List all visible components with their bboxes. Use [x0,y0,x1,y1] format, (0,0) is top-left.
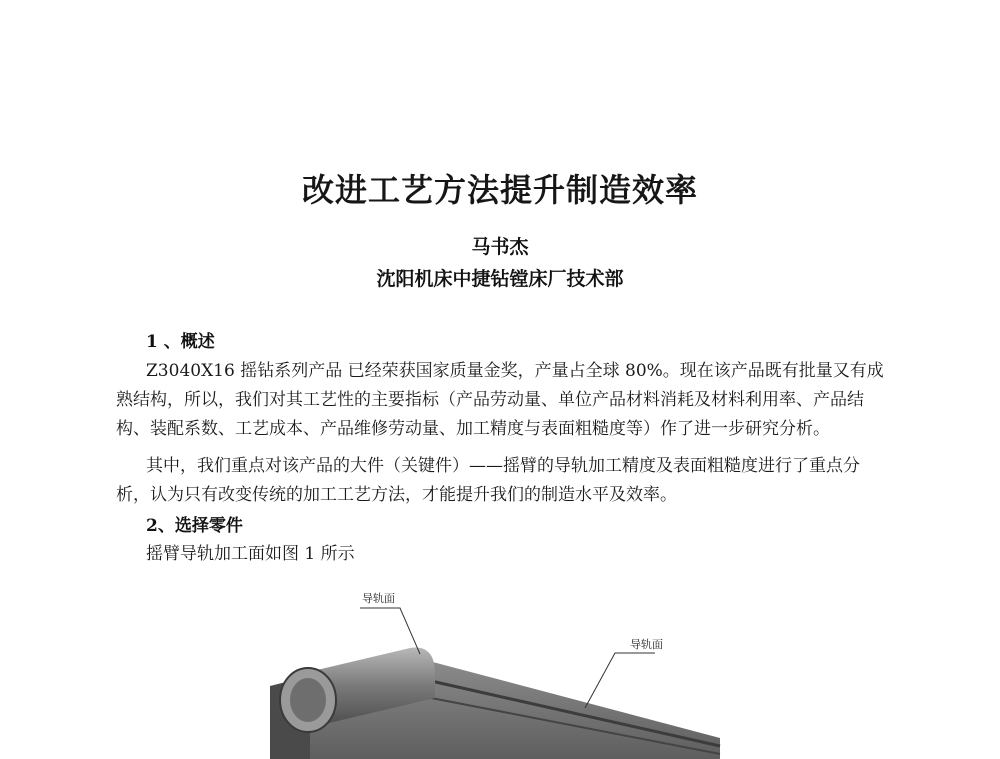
rocker-arm-figure [250,578,770,759]
figure-label-top: 导轨面 [362,592,395,605]
figure-label-right: 导轨面 [630,638,663,651]
cylinder-bore [290,678,326,722]
callout-line-right [585,653,655,708]
section-1-line: 其中，我们重点对该产品的大件（关键件）——摇臂的导轨加工精度及表面粗糙度进行了重点分 [146,456,860,476]
author-name: 马书杰 [471,236,529,258]
section-1-line: Z3040X16 摇钻系列产品 已经荣获国家质量金奖，产量占全球 80%。现在该产品既有批量又有成 [146,361,884,381]
section-1-line: 构、装配系数、工艺成本、产品维修劳动量、加工精度与表面粗糙度等）作了进一步研究分析。 [116,419,830,439]
paper-title: 改进工艺方法提升制造效率 [301,171,698,209]
author-affiliation: 沈阳机床中捷钻镗床厂技术部 [376,268,624,290]
callout-line-top [360,608,420,654]
section-1-heading: 1 、概述 [146,332,215,352]
section-1-line: 析，认为只有改变传统的加工工艺方法，才能提升我们的制造水平及效率。 [116,485,677,505]
section-1-line: 熟结构，所以，我们对其工艺性的主要指标（产品劳动量、单位产品材料消耗及材料利用率、产品结 [116,390,864,410]
section-2-line: 摇臂导轨加工面如图 1 所示 [146,544,355,564]
section-2-heading: 2、选择零件 [146,516,243,536]
